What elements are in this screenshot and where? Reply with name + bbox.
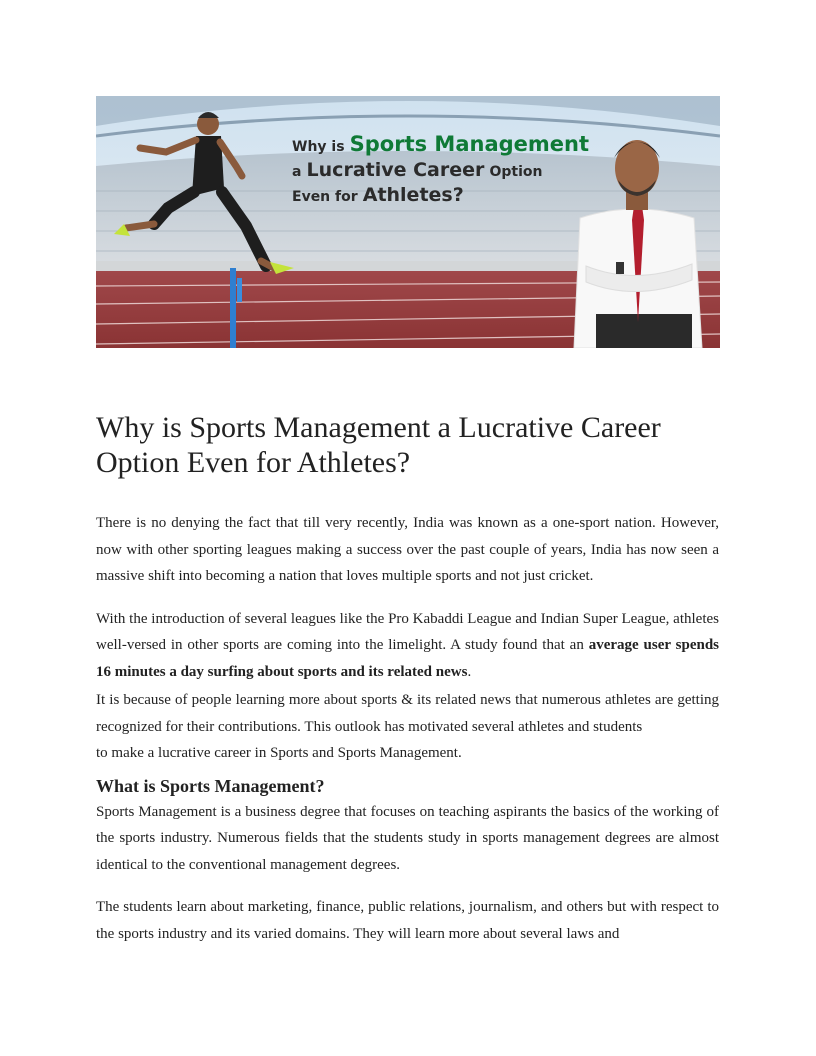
section-heading: What is Sports Management? — [96, 775, 325, 796]
article-body — [96, 410, 719, 947]
paragraph-curriculum: The students learn about marketing, finance, public relations, journalism, and others but with respect to the sports industry and its varied domains. They will learn more about several laws and — [96, 899, 719, 942]
banner-line1-highlight: Sports Management — [349, 132, 590, 156]
hurdle-post — [230, 268, 236, 348]
hero-banner — [96, 96, 720, 348]
banner-line1-prefix: Why is — [292, 139, 345, 155]
banner-headline — [292, 134, 589, 211]
paragraph-leagues-end: . — [467, 663, 472, 680]
banner-line2-suffix: Option — [489, 164, 543, 180]
paragraph-leagues-bold: average user spends 16 minutes a day surfing about sports and its related news — [96, 637, 720, 680]
banner-line2-prefix: a — [292, 164, 302, 180]
paragraph-intro: There is no denying the fact that till very recently, India was known as a one-sport nation. However, now with other sporting leagues making a success over the past couple of years, India has now seen a massive shift into becoming a nation that loves multiple sports and not just cricket. — [96, 515, 719, 584]
banner-line3-prefix: Even for — [292, 189, 358, 205]
paragraph-recognition-continued: to make a lucrative career in Sports and Sports Management. — [96, 745, 462, 761]
banner-line2-highlight: Lucrative Career — [306, 159, 485, 181]
paragraph-definition: Sports Management is a business degree that focuses on teaching aspirants the basics of the working of the sports industry. Numerous fields that the students study in sports management degrees are almost identical to the conventional management degrees. — [96, 803, 719, 873]
paragraph-recognition: It is because of people learning more about sports & its related news that numerous athletes are getting recognized for their contributions. This outlook has motivated several athletes and students — [96, 692, 719, 735]
paragraph-leagues-text: With the introduction of several leagues like the Pro Kabaddi League and Indian Super League, athletes well-versed in other sports are coming into the limelight. A study found that an — [96, 610, 719, 653]
paragraph-leagues — [96, 606, 719, 686]
article-title: Why is Sports Management a Lucrative Career Option Even for Athletes? — [96, 411, 661, 479]
banner-line3-highlight: Athletes? — [362, 184, 464, 206]
